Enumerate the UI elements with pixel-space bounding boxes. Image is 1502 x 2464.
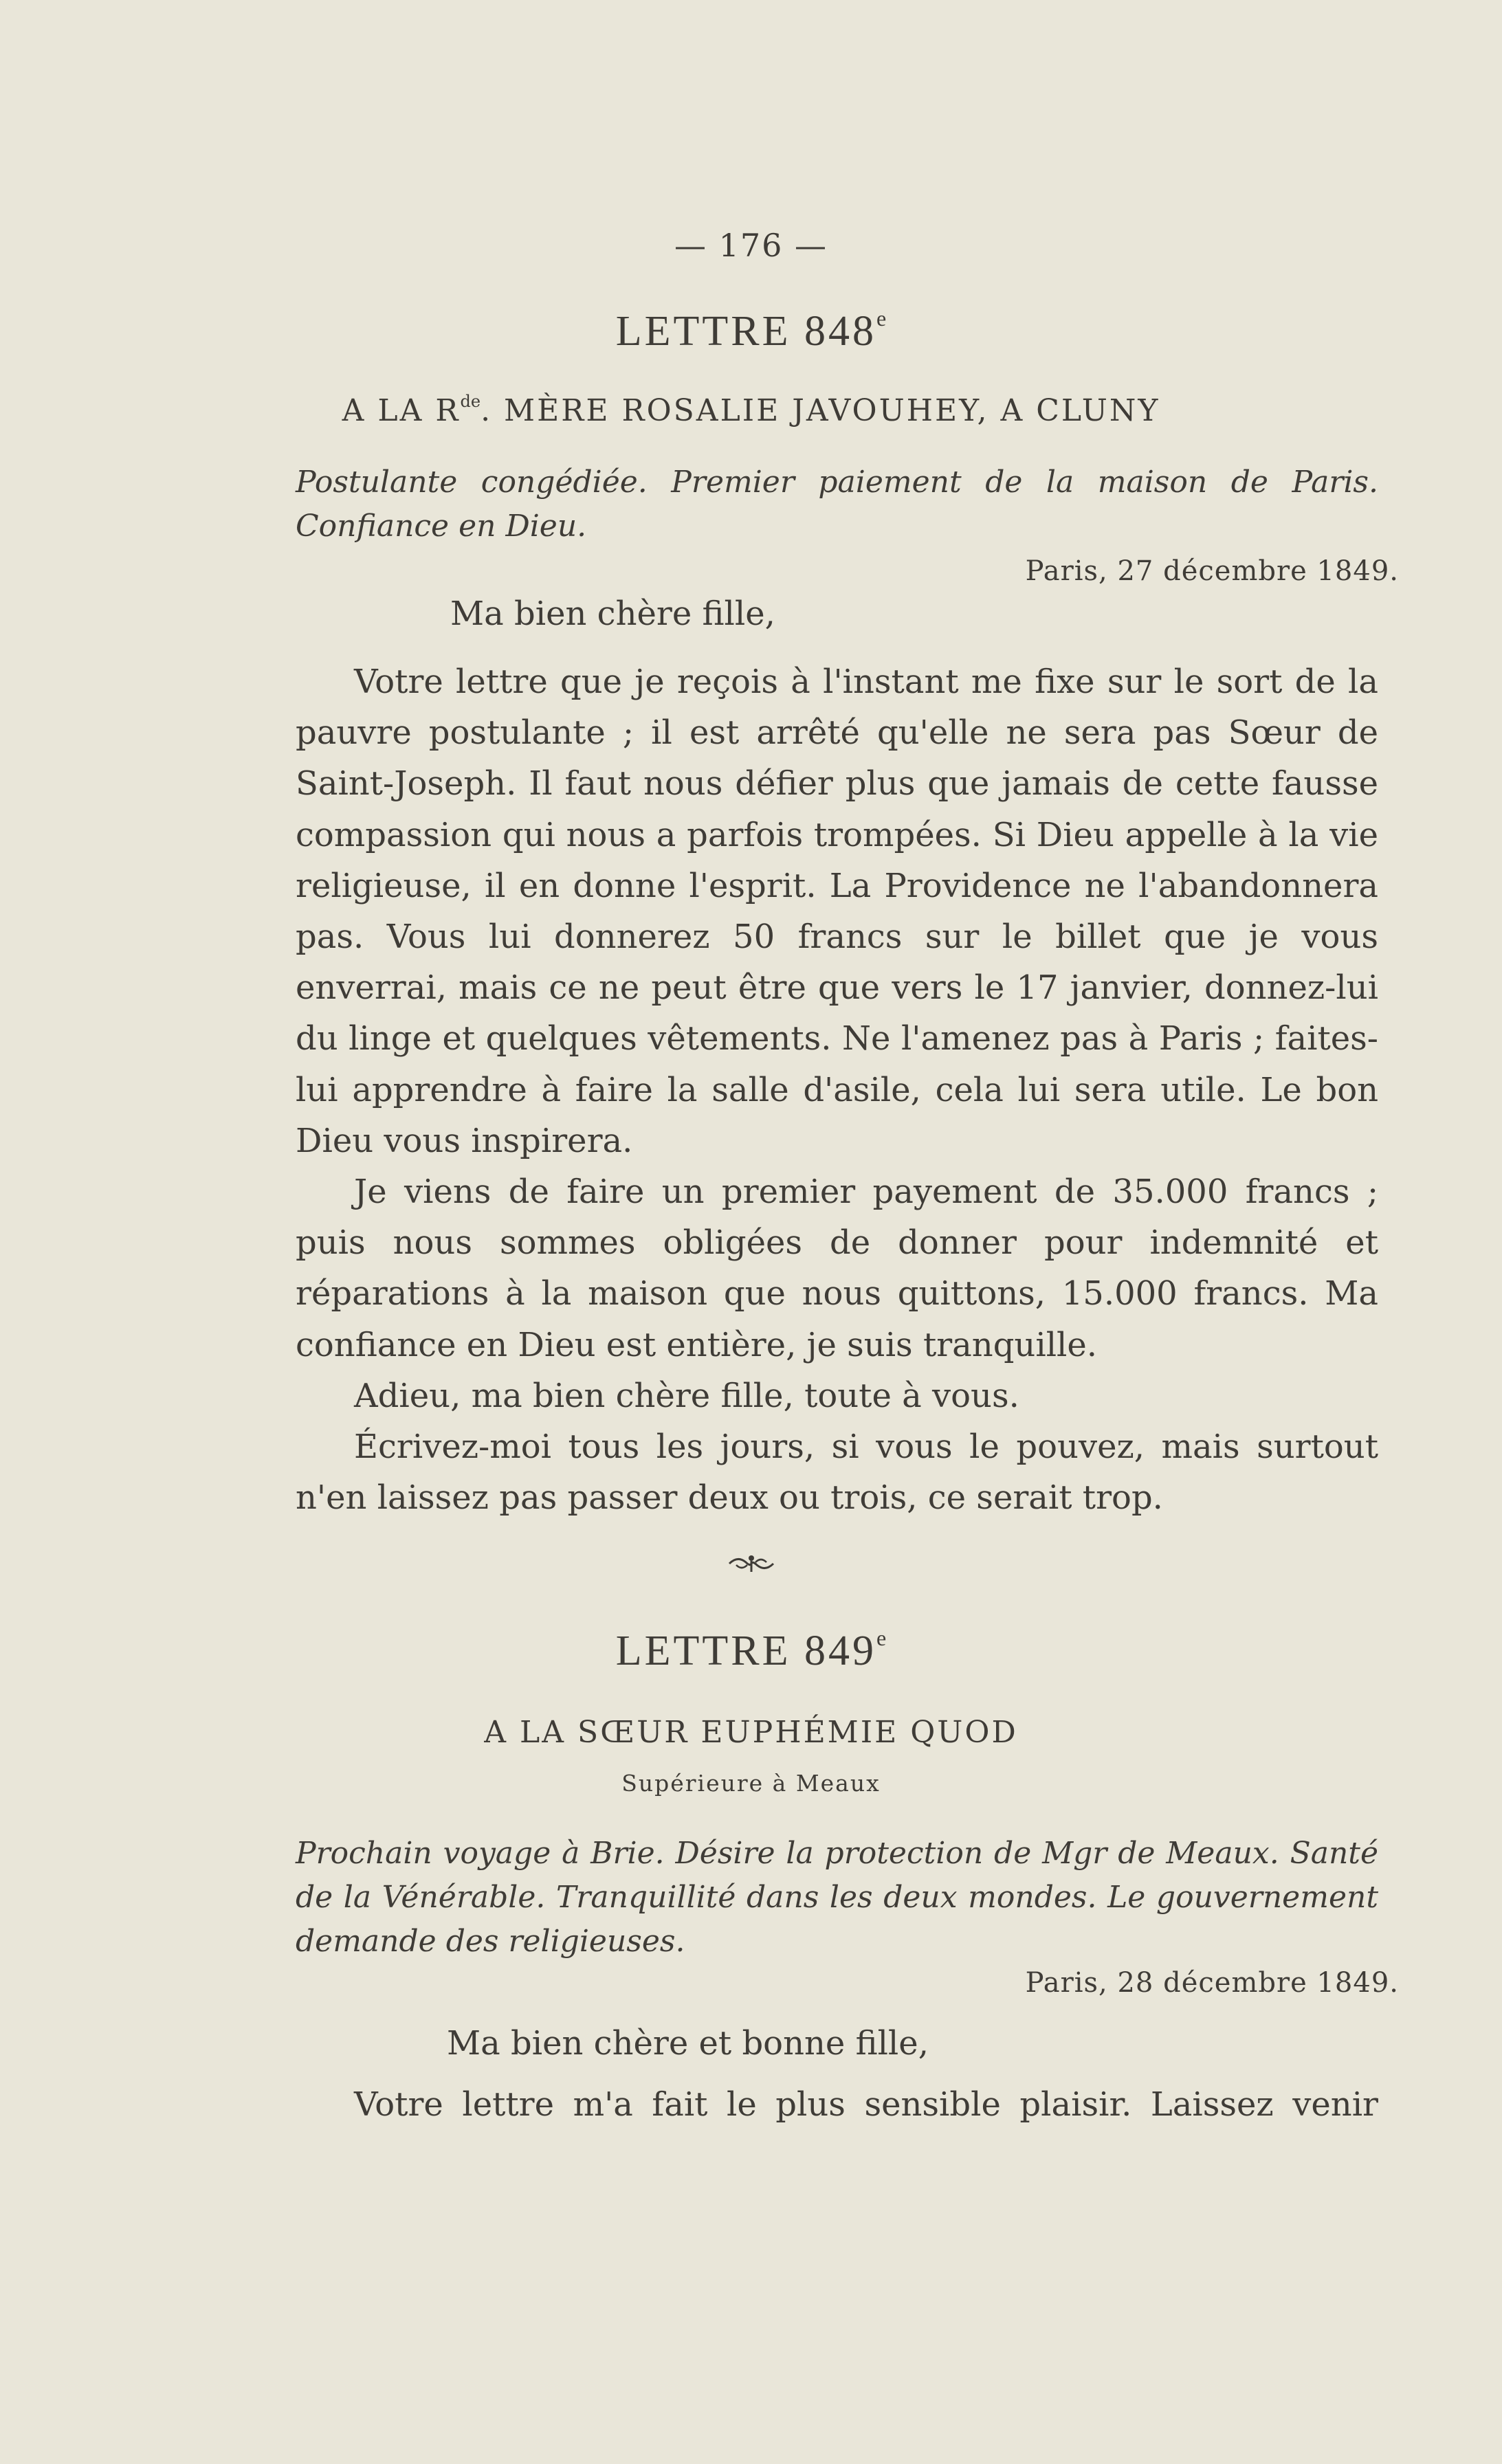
letter-848-paragraph-1: Votre lettre que je reçois à l'instant me fixe sur le sort de la pauvre postulante ; il est arrêté qu'elle ne sera pas Sœur de Saint-Joseph. Il faut nous défier plus que jamais de cette fausse compassion qui nous a parfois trompées. Si Dieu appelle à la vie religieuse, il en donne l'esprit. La Providence ne l'abandonnera pas. Vous lui donnerez 50 francs sur le billet que je vous enverrai, mais ce ne peut être que vers le 17 janvier, donnez-lui du linge et quelques vêtements. Ne l'amenez pas à Paris ; faites-lui apprendre à faire la salle d'asile, cela lui sera utile. Le bon Dieu vous inspirera. xyxy=(296,663,1378,1160)
letter-848-salutation: Ma bien chère fille, xyxy=(450,595,775,633)
letter-848-paragraph-3: Adieu, ma bien chère fille, toute à vous. xyxy=(354,1376,1019,1415)
letter-849-addressee: A LA SŒUR EUPHÉMIE QUOD xyxy=(484,1715,1018,1750)
letter-848-dateline: Paris, 27 décembre 1849. xyxy=(1025,555,1399,587)
letter-848-summary-block xyxy=(296,460,1378,548)
letter-849-summary-block xyxy=(296,1832,1378,1964)
letter-848-summary: Postulante congédiée. Premier paiement de la maison de Paris. Confiance en Dieu. xyxy=(296,465,1378,544)
letter-849-body xyxy=(296,2079,1378,2130)
letter-849-title xyxy=(0,1625,1502,1676)
letter-848-title xyxy=(0,306,1502,356)
page-number: — 176 — xyxy=(674,227,828,264)
fleuron-svg xyxy=(724,1550,779,1577)
letter-849-first-line: Votre lettre m'a fait le plus sensible plaisir. Laissez venir xyxy=(354,2085,1378,2124)
letter-849-subtitle: Supérieure à Meaux xyxy=(621,1770,881,1797)
letter-848-paragraph-2: Je viens de faire un premier payement de 35.000 francs ; puis nous sommes obligées de donner pour indemnité et réparations à la maison que nous quittons, 15.000 francs. Ma confiance en Dieu est entière, je suis tranquille. xyxy=(296,1173,1378,1364)
letter-849-salutation: Ma bien chère et bonne fille, xyxy=(447,2024,929,2063)
addressee-prefix: A LA R xyxy=(342,393,461,428)
letter-848-body xyxy=(296,656,1378,1523)
addressee-rest: . MÈRE ROSALIE JAVOUHEY, A CLUNY xyxy=(481,393,1160,428)
letter-849-dateline: Paris, 28 décembre 1849. xyxy=(1025,1967,1399,1999)
letter-848-addressee xyxy=(0,392,1502,428)
fleuron-ornament-icon xyxy=(0,1550,1502,1580)
letter-849-title-text: LETTRE 849 xyxy=(615,1628,876,1674)
letter-849-title-sup: e xyxy=(876,1625,887,1650)
letter-848-title-sup: e xyxy=(876,306,887,331)
letter-848-title-text: LETTRE 848 xyxy=(615,308,876,355)
letter-848-paragraph-4: Écrivez-moi tous les jours, si vous le pouvez, mais surtout n'en laissez pas passer deux ou trois, ce serait trop. xyxy=(296,1428,1378,1518)
letter-849-summary: Prochain voyage à Brie. Désire la protection de Mgr de Meaux. Santé de la Vénérable. Tranquillité dans les deux mondes. Le gouvernement demande des religieuses. xyxy=(296,1836,1378,1959)
addressee-abbrev-sup: de xyxy=(460,392,481,411)
